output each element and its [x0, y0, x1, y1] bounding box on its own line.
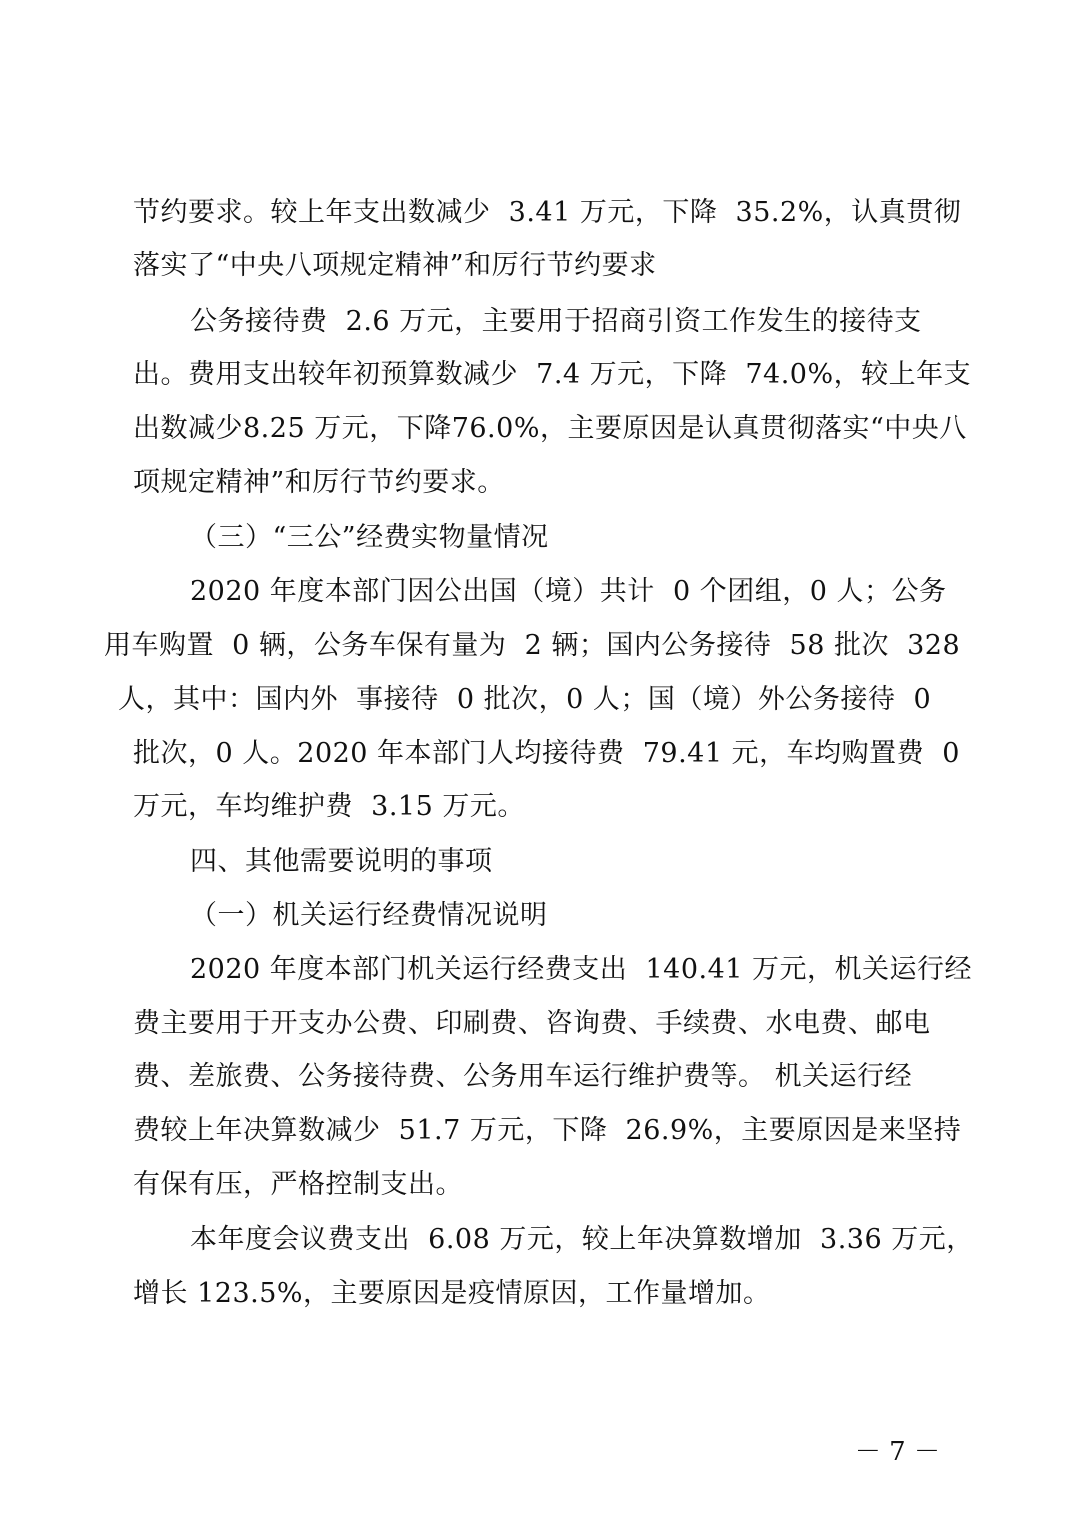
- text-line: 落实了“中央八项规定精神”和厉行节约要求: [133, 250, 657, 281]
- section-heading: 四、其他需要说明的事项: [190, 846, 493, 877]
- page-number: － 7 －: [854, 1437, 940, 1467]
- text-line: 费主要用于开支办公费、印刷费、咨询费、手续费、水电费、邮电: [133, 1008, 931, 1039]
- text-line: 公务接待费 2.6 万元，主要用于招商引资工作发生的接待支: [190, 306, 922, 337]
- text-line: 出。费用支出较年初预算数减少 7.4 万元，下降 74.0%，较上年支: [133, 359, 972, 390]
- text-line: 增长 123.5%，主要原因是疫情原因，工作量增加。: [133, 1278, 771, 1309]
- text-line: 2020 年度本部门因公出国（境）共计 0 个团组，0 人；公务: [190, 576, 947, 607]
- section-heading: （三）“三公”经费实物量情况: [190, 522, 549, 553]
- text-line: 费较上年决算数减少 51.7 万元，下降 26.9%，主要原因是来坚持: [133, 1115, 962, 1146]
- text-line: 有保有压，严格控制支出。: [133, 1169, 463, 1200]
- text-line: 用车购置 0 辆，公务车保有量为 2 辆；国内公务接待 58 批次 328: [104, 630, 961, 661]
- subsection-heading: （一）机关运行经费情况说明: [190, 900, 548, 931]
- text-line: 万元，车均维护费 3.15 万元。: [133, 791, 525, 822]
- text-line: 本年度会议费支出 6.08 万元，较上年决算数增加 3.36 万元，: [190, 1224, 974, 1255]
- text-line: 费、差旅费、公务接待费、公务用车运行维护费等。 机关运行经: [133, 1061, 913, 1092]
- text-line: 人，其中：国内外 事接待 0 批次，0 人；国（境）外公务接待 0: [118, 684, 932, 715]
- text-line: 2020 年度本部门机关运行经费支出 140.41 万元，机关运行经: [190, 954, 973, 985]
- text-line: 项规定精神”和厉行节约要求。: [133, 467, 505, 498]
- text-line: 节约要求。较上年支出数减少 3.41 万元，下降 35.2%，认真贯彻: [133, 197, 962, 228]
- text-line: 批次，0 人。2020 年本部门人均接待费 79.41 元，车均购置费 0: [133, 738, 960, 769]
- text-line: 出数减少8.25 万元，下降76.0%，主要原因是认真贯彻落实“中央八: [133, 413, 967, 444]
